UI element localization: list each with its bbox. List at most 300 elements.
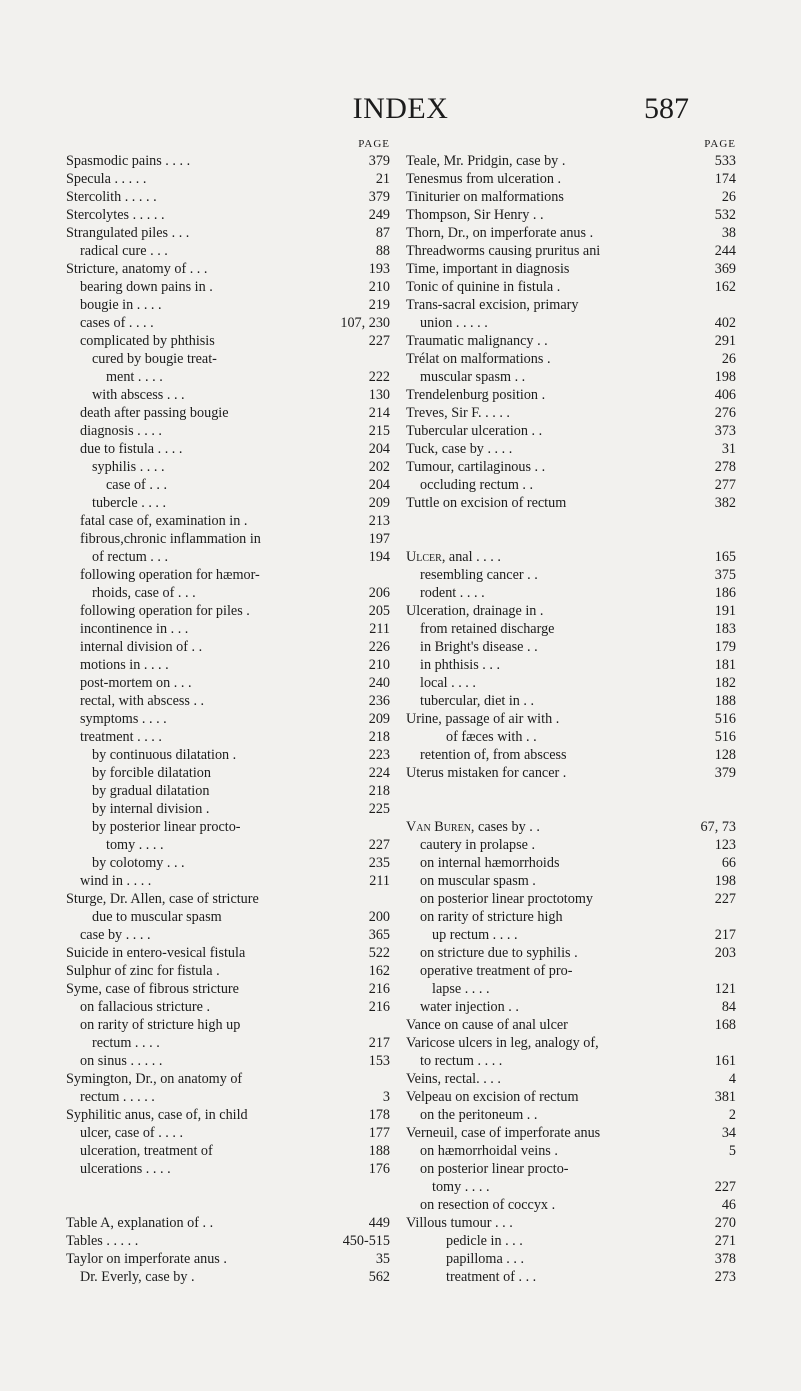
index-entry-text: ment . . . . — [106, 369, 163, 385]
index-entry-page: 273 — [712, 1268, 736, 1286]
index-entry — [406, 566, 738, 584]
index-entry — [406, 404, 738, 422]
index-column-left — [66, 136, 392, 1286]
index-entry — [66, 224, 392, 242]
index-entry — [406, 260, 738, 278]
index-entry-text: of fæces with . . — [446, 729, 537, 745]
index-entry-text: local . . . . — [420, 675, 476, 691]
index-entry-text: Velpeau on excision of rectum — [406, 1089, 579, 1105]
index-entry-page: 88 — [373, 242, 390, 260]
index-entry — [66, 980, 392, 998]
index-entry-text: operative treatment of pro- — [420, 963, 573, 979]
index-entry-page: 215 — [366, 422, 390, 440]
index-entry-text: on rarity of stricture high — [420, 909, 563, 925]
index-entry — [406, 458, 738, 476]
section-gap — [406, 512, 738, 548]
index-entry-page: 211 — [366, 620, 390, 638]
index-entry-page: 216 — [366, 998, 390, 1016]
index-entry-text: complicated by phthisis — [80, 333, 215, 349]
index-entry — [406, 1214, 738, 1232]
index-entry — [406, 1232, 738, 1250]
index-entry-page: 128 — [712, 746, 736, 764]
index-entry-text: case by . . . . — [80, 927, 151, 943]
index-entry-text: Specula . . . . . — [66, 171, 147, 187]
index-entry-page: 532 — [712, 206, 736, 224]
index-entry — [406, 998, 738, 1016]
index-entry-text: due to fistula . . . . — [80, 441, 183, 457]
index-entry-page: 379 — [366, 152, 390, 170]
index-entry — [66, 998, 392, 1016]
index-entry-page: 224 — [366, 764, 390, 782]
index-entry-text: union . . . . . — [420, 315, 488, 331]
index-entry-text: Dr. Everly, case by . — [80, 1269, 195, 1285]
index-entry-text: on resection of coccyx . — [420, 1197, 556, 1213]
index-entry — [406, 620, 738, 638]
index-entry — [406, 602, 738, 620]
index-entry-page: 121 — [712, 980, 736, 998]
index-entry-text: on rarity of stricture high up — [80, 1017, 241, 1033]
index-entry-page: 197 — [366, 530, 390, 548]
index-entry-page: 198 — [712, 872, 736, 890]
index-entry-text: with abscess . . . — [92, 387, 185, 403]
index-entry-page: 218 — [366, 728, 390, 746]
index-entry — [66, 836, 392, 854]
index-entry — [66, 512, 392, 530]
index-entry — [406, 1268, 738, 1286]
index-entry-page: 206 — [366, 584, 390, 602]
index-entry-text: Van Buren, cases by . . — [406, 819, 540, 835]
index-entry-text: rectum . . . . . — [80, 1089, 155, 1105]
index-entry-page: 35 — [373, 1250, 390, 1268]
index-entry-text: Teale, Mr. Pridgin, case by . — [406, 153, 566, 169]
index-entry-page: 181 — [712, 656, 736, 674]
index-entry-page: 406 — [712, 386, 736, 404]
index-entry — [66, 1088, 392, 1106]
index-entry-page: 562 — [366, 1268, 390, 1286]
index-entry — [406, 872, 738, 890]
index-entry-text: following operation for hæmor- — [80, 567, 260, 583]
index-entry-page: 227 — [366, 332, 390, 350]
index-entry — [66, 1106, 392, 1124]
index-entry-text: Urine, passage of air with . — [406, 711, 560, 727]
index-entry-page: 210 — [366, 278, 390, 296]
index-entry — [66, 1268, 392, 1286]
index-entry-text: fatal case of, examination in . — [80, 513, 248, 529]
index-entry — [406, 386, 738, 404]
index-entry — [406, 1160, 738, 1178]
index-entry — [406, 476, 738, 494]
index-entry-page: 204 — [366, 476, 390, 494]
index-entry-page: 87 — [373, 224, 390, 242]
index-entry-page: 200 — [366, 908, 390, 926]
index-entry-page: 178 — [366, 1106, 390, 1124]
index-entry — [406, 1196, 738, 1214]
index-entry-page: 188 — [712, 692, 736, 710]
index-entry-page: 161 — [712, 1052, 736, 1070]
index-entry-text: Stercolith . . . . . — [66, 189, 157, 205]
index-entry — [66, 476, 392, 494]
index-entry-page: 205 — [366, 602, 390, 620]
index-entry — [66, 350, 392, 368]
index-entry-text: ulceration, treatment of — [80, 1143, 213, 1159]
index-entry — [406, 818, 738, 836]
index-entry-text: occluding rectum . . — [420, 477, 534, 493]
index-entry-text: Tiniturier on malformations — [406, 189, 564, 205]
index-entry-text: in Bright's disease . . — [420, 639, 538, 655]
index-entry-page: 217 — [366, 1034, 390, 1052]
index-entry — [66, 1124, 392, 1142]
index-entry-page: 378 — [712, 1250, 736, 1268]
index-entry — [66, 728, 392, 746]
index-entry — [66, 368, 392, 386]
index-entry-page: 211 — [366, 872, 390, 890]
index-entry-text: Stercolytes . . . . . — [66, 207, 165, 223]
index-entry-page: 203 — [712, 944, 736, 962]
index-entry-text: ulcer, case of . . . . — [80, 1125, 184, 1141]
index-entry — [66, 890, 392, 908]
index-entry-page: 516 — [712, 728, 736, 746]
index-entry — [66, 638, 392, 656]
index-entry — [66, 548, 392, 566]
index-entry — [66, 710, 392, 728]
index-entry-page: 188 — [366, 1142, 390, 1160]
index-entry-text: following operation for piles . — [80, 603, 250, 619]
index-entry-page: 153 — [366, 1052, 390, 1070]
index-entry-page: 291 — [712, 332, 736, 350]
index-entry-text: motions in . . . . — [80, 657, 169, 673]
index-entry — [406, 1178, 738, 1196]
index-entry-text: Veins, rectal. . . . — [406, 1071, 501, 1087]
index-entry-text: retention of, from abscess — [420, 747, 567, 763]
index-entry-page: 533 — [712, 152, 736, 170]
index-entry-page: 174 — [712, 170, 736, 188]
index-entry-text: by gradual dilatation — [92, 783, 210, 799]
index-entry — [406, 152, 738, 170]
index-entry-text: Suicide in entero-vesical fistula — [66, 945, 246, 961]
page-number: 587 — [644, 92, 689, 125]
index-entry — [66, 1034, 392, 1052]
index-entry-text: Varicose ulcers in leg, analogy of, — [406, 1035, 599, 1051]
index-entry-text: on posterior linear procto- — [420, 1161, 569, 1177]
index-entry — [66, 1160, 392, 1178]
index-entry-text: Vance on cause of anal ulcer — [406, 1017, 568, 1033]
index-entry-text: diagnosis . . . . — [80, 423, 162, 439]
index-entry — [406, 1124, 738, 1142]
index-entry-text: death after passing bougie — [80, 405, 229, 421]
index-entry — [66, 458, 392, 476]
index-entry-page: 402 — [712, 314, 736, 332]
index-entry — [66, 908, 392, 926]
index-entry-page: 216 — [366, 980, 390, 998]
index-entry-page: 179 — [712, 638, 736, 656]
index-entry-page: 130 — [366, 386, 390, 404]
index-entry-text: up rectum . . . . — [432, 927, 518, 943]
index-entry-text: Taylor on imperforate anus . — [66, 1251, 227, 1267]
index-entry-page: 209 — [366, 710, 390, 728]
index-column-right — [406, 136, 738, 1286]
index-entry — [406, 1106, 738, 1124]
index-entry-text: by internal division . — [92, 801, 210, 817]
page-column-label: PAGE — [704, 138, 736, 150]
index-entry-text: symptoms . . . . — [80, 711, 167, 727]
index-entry — [66, 206, 392, 224]
index-entry-text: Syme, case of fibrous stricture — [66, 981, 239, 997]
index-entry-page: 227 — [712, 890, 736, 908]
index-entry-text: Table A, explanation of . . — [66, 1215, 214, 1231]
index-entry-page: 369 — [712, 260, 736, 278]
index-entry-text: Verneuil, case of imperforate anus — [406, 1125, 601, 1141]
index-entry-text: water injection . . — [420, 999, 519, 1015]
index-entry-text: post-mortem on . . . — [80, 675, 192, 691]
index-entry-text: due to muscular spasm — [92, 909, 222, 925]
index-entry-text: Symington, Dr., on anatomy of — [66, 1071, 243, 1087]
index-entry-text: incontinence in . . . — [80, 621, 189, 637]
index-entry-text: Villous tumour . . . — [406, 1215, 513, 1231]
index-entry — [66, 746, 392, 764]
index-entry — [66, 800, 392, 818]
index-entry-page: 5 — [726, 1142, 736, 1160]
index-entry — [406, 764, 738, 782]
index-entry-text: on stricture due to syphilis . — [420, 945, 578, 961]
index-entry-page: 21 — [373, 170, 390, 188]
index-entry — [406, 674, 738, 692]
index-entry-text: tomy . . . . — [432, 1179, 490, 1195]
index-entry-text: papilloma . . . — [446, 1251, 525, 1267]
index-entry-text: radical cure . . . — [80, 243, 168, 259]
index-entry-text: case of . . . — [106, 477, 168, 493]
index-entry — [406, 710, 738, 728]
index-entry-text: resembling cancer . . — [420, 567, 538, 583]
index-entry — [66, 242, 392, 260]
index-entry — [406, 188, 738, 206]
index-entry — [66, 674, 392, 692]
index-entry-text: to rectum . . . . — [420, 1053, 503, 1069]
index-entry-text: pedicle in . . . — [446, 1233, 523, 1249]
index-entry-page: 218 — [366, 782, 390, 800]
index-entry-page: 198 — [712, 368, 736, 386]
index-entry-page: 67, 73 — [698, 818, 736, 836]
index-entry — [406, 332, 738, 350]
index-entry-text: of rectum . . . — [92, 549, 169, 565]
index-entry-text: syphilis . . . . — [92, 459, 165, 475]
index-entry-text: bearing down pains in . — [80, 279, 213, 295]
index-entry-text: cases of . . . . — [80, 315, 154, 331]
index-entry-text: on muscular spasm . — [420, 873, 536, 889]
index-entry — [66, 854, 392, 872]
index-entry — [66, 620, 392, 638]
index-entry-page: 123 — [712, 836, 736, 854]
index-entry — [66, 602, 392, 620]
index-entry-page: 107, 230 — [337, 314, 390, 332]
index-entry — [66, 1052, 392, 1070]
index-entry — [406, 890, 738, 908]
index-entry-page: 162 — [366, 962, 390, 980]
index-entry-text: on posterior linear proctotomy — [420, 891, 593, 907]
index-entry — [406, 584, 738, 602]
index-entry — [406, 350, 738, 368]
index-entry — [66, 944, 392, 962]
index-entry-page: 209 — [366, 494, 390, 512]
index-entry — [406, 170, 738, 188]
index-entry — [66, 386, 392, 404]
index-entry-page: 225 — [366, 800, 390, 818]
index-entry-text: Tubercular ulceration . . — [406, 423, 543, 439]
index-entry-page: 449 — [366, 1214, 390, 1232]
index-entry-page: 381 — [712, 1088, 736, 1106]
index-entry-page: 26 — [719, 350, 736, 368]
index-entry — [406, 548, 738, 566]
index-entry-text: Ulceration, drainage in . — [406, 603, 544, 619]
index-entry-text: by continuous dilatation . — [92, 747, 237, 763]
index-entry-page: 236 — [366, 692, 390, 710]
index-entry-page: 2 — [726, 1106, 736, 1124]
index-entry — [66, 1250, 392, 1268]
index-entry — [406, 440, 738, 458]
section-gap — [66, 1178, 392, 1214]
index-entry — [66, 278, 392, 296]
index-entry-page: 46 — [719, 1196, 736, 1214]
index-entry-page: 204 — [366, 440, 390, 458]
index-entry-text: treatment . . . . — [80, 729, 162, 745]
index-entry-text: tomy . . . . — [106, 837, 164, 853]
index-entry-text: bougie in . . . . — [80, 297, 162, 313]
index-entry-page: 4 — [726, 1070, 736, 1088]
index-entry-page: 217 — [712, 926, 736, 944]
index-entry-page: 522 — [366, 944, 390, 962]
index-entry — [66, 152, 392, 170]
index-entry — [406, 314, 738, 332]
index-entry-page: 382 — [712, 494, 736, 512]
index-entry-page: 277 — [712, 476, 736, 494]
index-entry-text: Traumatic malignancy . . — [406, 333, 548, 349]
index-entry-page: 202 — [366, 458, 390, 476]
index-entry-text: Sulphur of zinc for fistula . — [66, 963, 220, 979]
index-entry — [406, 242, 738, 260]
index-entry — [66, 1232, 392, 1250]
index-entry — [66, 872, 392, 890]
index-entry — [406, 494, 738, 512]
index-entry-text: Uterus mistaken for cancer . — [406, 765, 567, 781]
index-entry-text: Tonic of quinine in fistula . — [406, 279, 561, 295]
index-entry — [66, 530, 392, 548]
index-entry-page: 516 — [712, 710, 736, 728]
index-entry-page: 365 — [366, 926, 390, 944]
index-entry-text: Stricture, anatomy of . . . — [66, 261, 208, 277]
index-entry-text: tubercle . . . . — [92, 495, 167, 511]
index-entry — [66, 260, 392, 278]
index-entry-text: Trans-sacral excision, primary — [406, 297, 579, 313]
index-entry-page: 249 — [366, 206, 390, 224]
index-entry-page: 222 — [366, 368, 390, 386]
index-entry — [66, 1070, 392, 1088]
index-entry — [406, 224, 738, 242]
index-entry — [406, 1070, 738, 1088]
index-entry-text: Tumour, cartilaginous . . — [406, 459, 546, 475]
index-entry — [406, 908, 738, 926]
index-entry — [406, 422, 738, 440]
index-entry-text: on fallacious stricture . — [80, 999, 211, 1015]
index-entry-text: rectum . . . . — [92, 1035, 160, 1051]
index-entry-page: 165 — [712, 548, 736, 566]
index-entry — [66, 584, 392, 602]
index-entry-text: by colotomy . . . — [92, 855, 185, 871]
index-entry-page: 31 — [719, 440, 736, 458]
index-entry — [406, 638, 738, 656]
index-entry-text: ulcerations . . . . — [80, 1161, 171, 1177]
index-entry — [406, 962, 738, 980]
index-entry — [406, 206, 738, 224]
index-entry — [406, 1052, 738, 1070]
index-entry-text: rodent . . . . — [420, 585, 485, 601]
index-entry-text: Tuck, case by . . . . — [406, 441, 513, 457]
index-entry-page: 214 — [366, 404, 390, 422]
index-entry-text: Sturge, Dr. Allen, case of stricture — [66, 891, 259, 907]
index-entry-page: 276 — [712, 404, 736, 422]
index-entry — [66, 818, 392, 836]
index-entry — [66, 782, 392, 800]
index-entry — [406, 692, 738, 710]
index-entry-page: 210 — [366, 656, 390, 674]
page-column-label: PAGE — [358, 138, 390, 150]
index-entry — [66, 170, 392, 188]
index-entry — [66, 314, 392, 332]
index-entry — [406, 368, 738, 386]
index-entry-text: Threadworms causing pruritus ani — [406, 243, 601, 259]
index-entry-page: 34 — [719, 1124, 736, 1142]
index-entry-text: Thompson, Sir Henry . . — [406, 207, 544, 223]
index-entry — [66, 494, 392, 512]
index-entry — [406, 656, 738, 674]
page-title: INDEX — [352, 92, 449, 125]
index-entry-page: 379 — [366, 188, 390, 206]
index-entry-text: by posterior linear procto- — [92, 819, 241, 835]
index-entry — [406, 728, 738, 746]
index-entry-text: muscular spasm . . — [420, 369, 526, 385]
index-entry-page: 194 — [366, 548, 390, 566]
index-entry-page: 227 — [712, 1178, 736, 1196]
index-entry-page: 26 — [719, 188, 736, 206]
index-entry-text: on internal hæmorrhoids — [420, 855, 560, 871]
index-entry-page: 191 — [712, 602, 736, 620]
index-entry-text: Tenesmus from ulceration . — [406, 171, 562, 187]
index-entry-page: 373 — [712, 422, 736, 440]
index-entry — [406, 296, 738, 314]
index-entry-page: 450-515 — [340, 1232, 390, 1250]
index-entry-page: 213 — [366, 512, 390, 530]
index-entry-text: Treves, Sir F. . . . . — [406, 405, 510, 421]
index-entry — [406, 836, 738, 854]
index-entry — [66, 764, 392, 782]
index-entry — [66, 188, 392, 206]
index-entry-text: internal division of . . — [80, 639, 203, 655]
index-entry — [406, 1088, 738, 1106]
index-entry-text: by forcible dilatation — [92, 765, 211, 781]
section-gap — [406, 782, 738, 818]
index-entry-page: 235 — [366, 854, 390, 872]
index-entry — [66, 296, 392, 314]
index-entry-page: 244 — [712, 242, 736, 260]
index-entry-text: Time, important in diagnosis — [406, 261, 570, 277]
page-header — [0, 92, 801, 132]
index-entry-text: rectal, with abscess . . — [80, 693, 205, 709]
index-entry-text: tubercular, diet in . . — [420, 693, 535, 709]
index-entry-page: 168 — [712, 1016, 736, 1034]
index-entry — [406, 746, 738, 764]
index-entry-text: in phthisis . . . — [420, 657, 501, 673]
index-entry-text: fibrous,chronic inflammation in — [80, 531, 261, 547]
index-entry-text: Spasmodic pains . . . . — [66, 153, 191, 169]
index-entry-text: Trélat on malformations . — [406, 351, 551, 367]
